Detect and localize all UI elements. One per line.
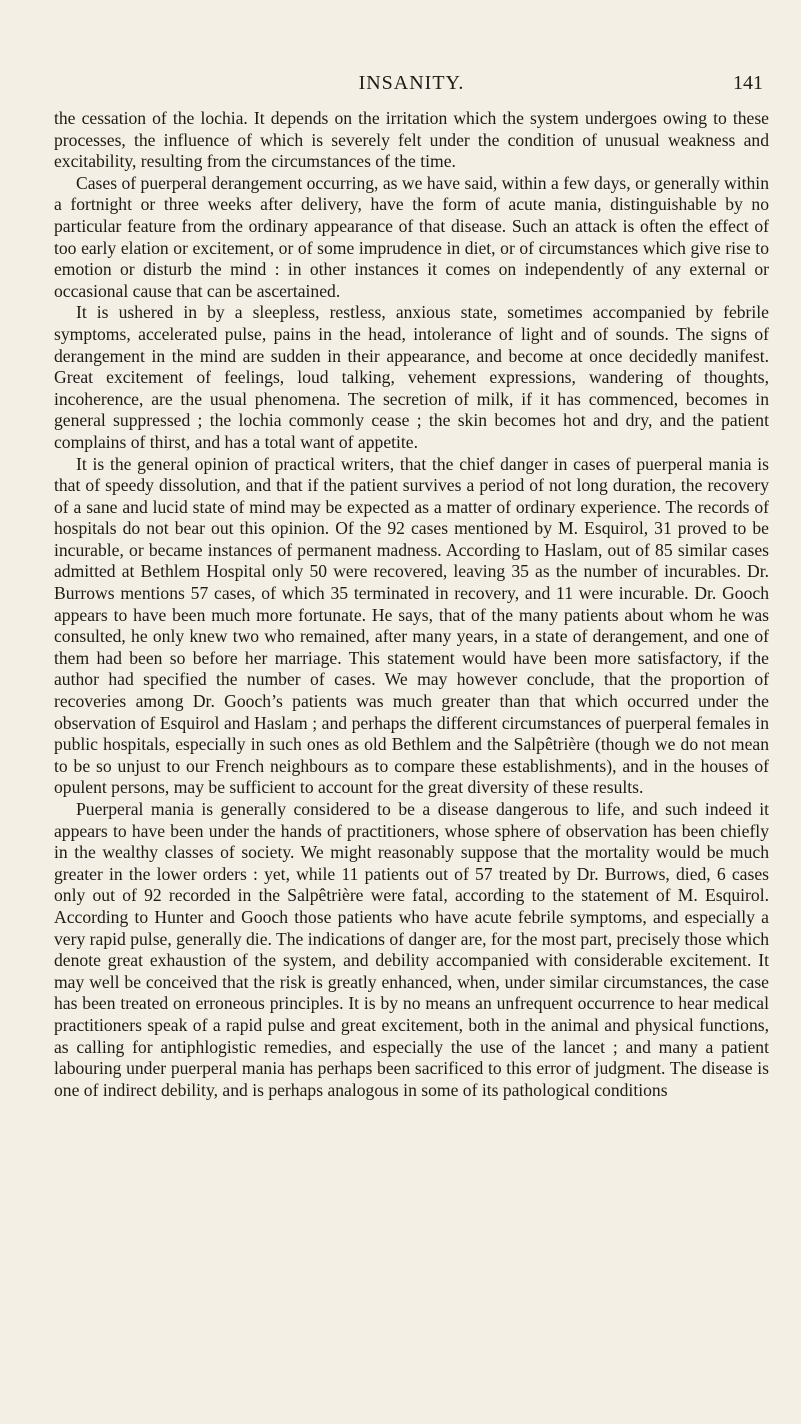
- paragraph: It is ushered in by a sleepless, restless, anxious state, sometimes accompanied by febrile symptoms, accelerated pulse, pains in the head, intolerance of light and of sounds. The signs of derangement in the mind are sudden in their appearance, and become at once decidedly manifest. Great excitement of feelings, loud talking, vehement expressions, wandering of thoughts, incoherence, are the usual phenomena. The secretion of milk, if it has commenced, becomes in general suppressed ; the lochia commonly cease ; the skin becomes hot and dry, and the patient complains of thirst, and has a total want of appetite.: [54, 302, 769, 452]
- paragraph: It is the general opinion of practical writers, that the chief danger in cases of puerperal mania is that of speedy dissolution, and that if the patient survives a period of not long duration, the recovery of a sane and lucid state of mind may be expected as a matter of ordinary experience. The records of hospitals do not bear out this opinion. Of the 92 cases mentioned by M. Esquirol, 31 proved to be incurable, or became instances of permanent madness. According to Haslam, out of 85 similar cases admitted at Bethlem Hospital only 50 were recovered, leaving 35 as the number of incurables. Dr. Burrows mentions 57 cases, of which 35 terminated in recovery, and 11 were incurable. Dr. Gooch appears to have been much more fortunate. He says, that of the many patients about whom he was consulted, he only knew two who remained, after many years, in a state of derangement, and one of them had been so before her marriage. This statement would have been more satisfactory, if the author had specified the number of cases. We may however conclude, that the proportion of recoveries among Dr. Gooch’s patients was much greater than that which occurred under the observation of Esquirol and Haslam ; and perhaps the different circumstances of puerperal females in public hospitals, especially in such ones as old Bethlem and the Salpêtrière (though we do not mean to be so unjust to our French neighbours as to compare these establishments), and in the houses of opulent persons, may be sufficient to account for the great diversity of these results.: [54, 453, 769, 798]
- paragraph: the cessation of the lochia. It depends on the irritation which the system undergoes owing to these processes, the influence of which is severely felt under the condition of unusual weakness and excitability, resulting from the circumstances of the time.: [54, 108, 769, 172]
- paragraph: Puerperal mania is generally considered to be a disease dangerous to life, and such indeed it appears to have been under the hands of practitioners, whose sphere of observation has been chiefly in the wealthy classes of society. We might reasonably suppose that the mortality would be much greater in the lower orders : yet, while 11 patients out of 57 treated by Dr. Burrows, died, 6 cases only out of 92 recorded in the Salpêtrière were fatal, according to the statement of M. Esquirol. According to Hunter and Gooch those patients who have acute febrile symptoms, and especially a very rapid pulse, generally die. The indications of danger are, for the most part, precisely those which denote great exhaustion of the system, and debility accompanied with considerable excitement. It may well be conceived that the risk is greatly enhanced, when, under similar circumstances, the case has been treated on erroneous principles. It is by no means an unfrequent occurrence to hear medical practitioners speak of a rapid pulse and great excitement, both in the animal and physical functions, as calling for antiphlogistic remedies, and especially the use of the lancet ; and many a patient labouring under puerperal mania has perhaps been sacrificed to this error of judgment. The disease is one of indirect debility, and is perhaps analogous in some of its pathological conditions: [54, 799, 769, 1100]
- running-head: [54, 72, 769, 106]
- running-title: INSANITY.: [358, 72, 465, 94]
- body-text: [54, 108, 769, 1101]
- paragraph: Cases of puerperal derangement occurring, as we have said, within a few days, or generally within a fortnight or three weeks after delivery, have the form of acute mania, distinguishable by no particular feature from the ordinary appearance of that disease. Such an attack is often the effect of too early elation or excitement, or of some imprudence in diet, or of circumstances which give rise to emotion or disturb the mind : in other instances it comes on independently of any external or occasional cause that can be ascertained.: [54, 172, 769, 301]
- page-number: 141: [733, 72, 763, 94]
